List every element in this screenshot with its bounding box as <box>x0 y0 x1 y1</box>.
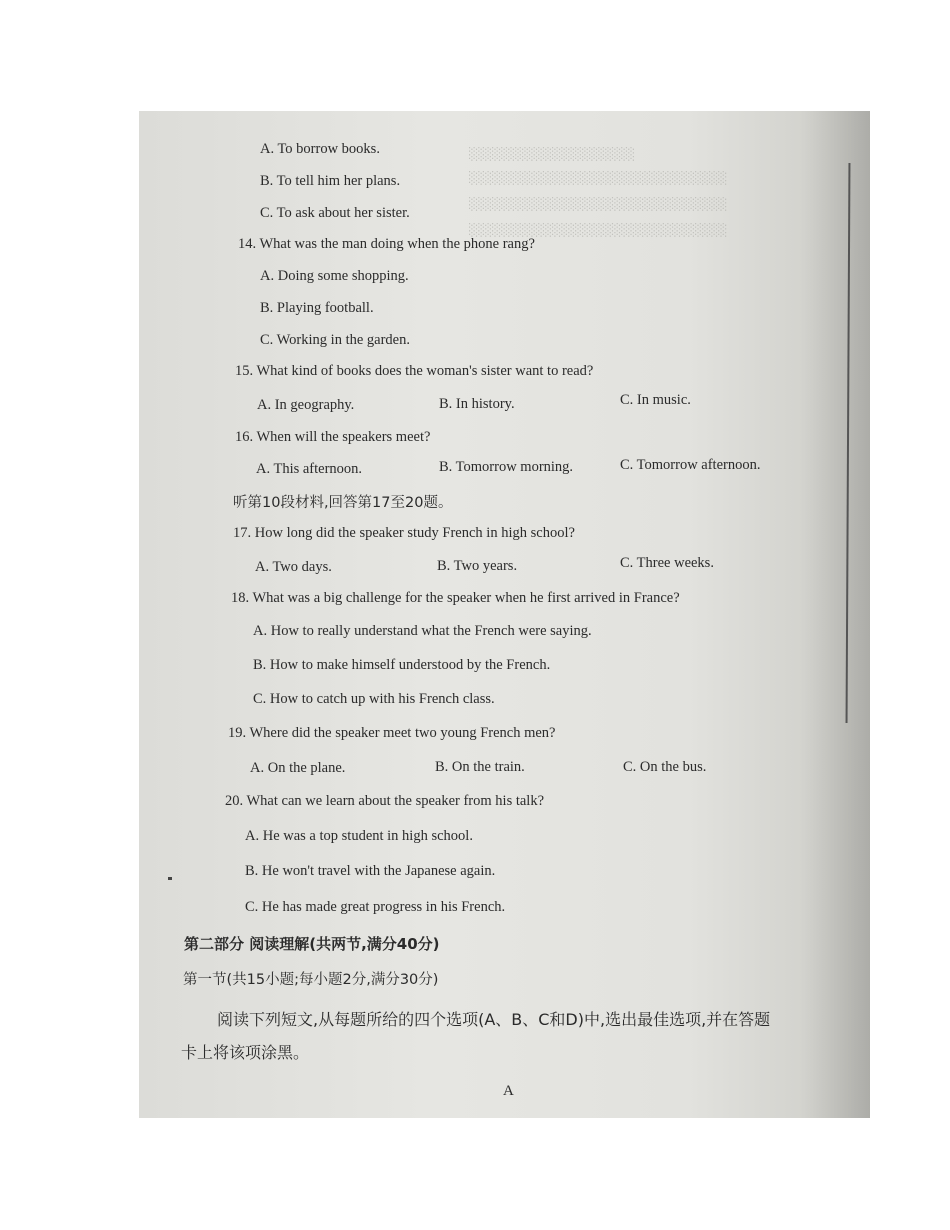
q19-option-b: B. On the train. <box>435 759 525 775</box>
q15-option-a: A. In geography. <box>257 397 355 413</box>
question-14: 14. What was the man doing when the phone rang? <box>238 236 535 252</box>
q16-option-a: A. This afternoon. <box>256 461 363 477</box>
option-line: B. To tell him her plans. <box>260 173 401 189</box>
q14-option-b: B. Playing football. <box>260 300 374 316</box>
q18-option-b: B. How to make himself understood by the French. <box>253 657 551 673</box>
question-17: 17. How long did the speaker study French in high school? <box>233 525 575 541</box>
q19-option-c: C. On the bus. <box>623 759 707 775</box>
q17-option-c: C. Three weeks. <box>620 555 714 571</box>
part2-title: 第二部分 阅读理解(共两节,满分40分) <box>184 935 440 953</box>
q15-option-b: B. In history. <box>439 396 515 412</box>
q20-option-a: A. He was a top student in high school. <box>245 828 473 844</box>
q16-option-b: B. Tomorrow morning. <box>439 459 574 475</box>
section-instruction: 听第10段材料,回答第17至20题。 <box>233 495 453 511</box>
q17-option-b: B. Two years. <box>437 558 518 574</box>
document-photo <box>139 111 870 1118</box>
q17-option-a: A. Two days. <box>255 559 332 575</box>
option-line: A. To borrow books. <box>260 141 380 157</box>
q18-option-a: A. How to really understand what the French were saying. <box>253 623 592 639</box>
bleed-through-texture: ░░░░░░░░░░░░░░░░░░░░░░░░░░░░ <box>469 223 728 237</box>
q18-option-c: C. How to catch up with his French class. <box>253 691 495 707</box>
question-20: 20. What can we learn about the speaker from his talk? <box>225 793 545 809</box>
page-shadow <box>800 111 870 1118</box>
question-16: 16. When will the speakers meet? <box>235 429 431 445</box>
q16-option-c: C. Tomorrow afternoon. <box>620 457 761 473</box>
q15-option-c: C. In music. <box>620 392 691 408</box>
bleed-through-texture: ░░░░░░░░░░░░░░░░░░ <box>469 147 636 161</box>
part2-instruction-line2: 卡上将该项涂黑。 <box>181 1043 310 1062</box>
q20-option-c: C. He has made great progress in his French. <box>245 899 506 915</box>
q19-option-a: A. On the plane. <box>250 760 346 776</box>
q20-option-b: B. He won't travel with the Japanese again. <box>245 863 496 879</box>
question-15: 15. What kind of books does the woman's sister want to read? <box>235 363 594 379</box>
q14-option-a: A. Doing some shopping. <box>260 268 409 284</box>
part2-instruction-line1: 阅读下列短文,从每题所给的四个选项(A、B、C和D)中,选出最佳选项,并在答题 <box>217 1010 771 1029</box>
question-19: 19. Where did the speaker meet two young French men? <box>228 725 556 741</box>
q14-option-c: C. Working in the garden. <box>260 332 410 348</box>
bleed-through-texture: ░░░░░░░░░░░░░░░░░░░░░░░░░░░░ <box>469 197 728 211</box>
part2-section1: 第一节(共15小题;每小题2分,满分30分) <box>183 972 439 988</box>
question-18: 18. What was a big challenge for the speaker when he first arrived in France? <box>231 590 680 606</box>
bleed-through-texture: ░░░░░░░░░░░░░░░░░░░░░░░░░░░░ <box>469 171 728 185</box>
option-line: C. To ask about her sister. <box>260 205 410 221</box>
passage-label: A <box>503 1083 514 1099</box>
stray-mark <box>168 877 172 880</box>
